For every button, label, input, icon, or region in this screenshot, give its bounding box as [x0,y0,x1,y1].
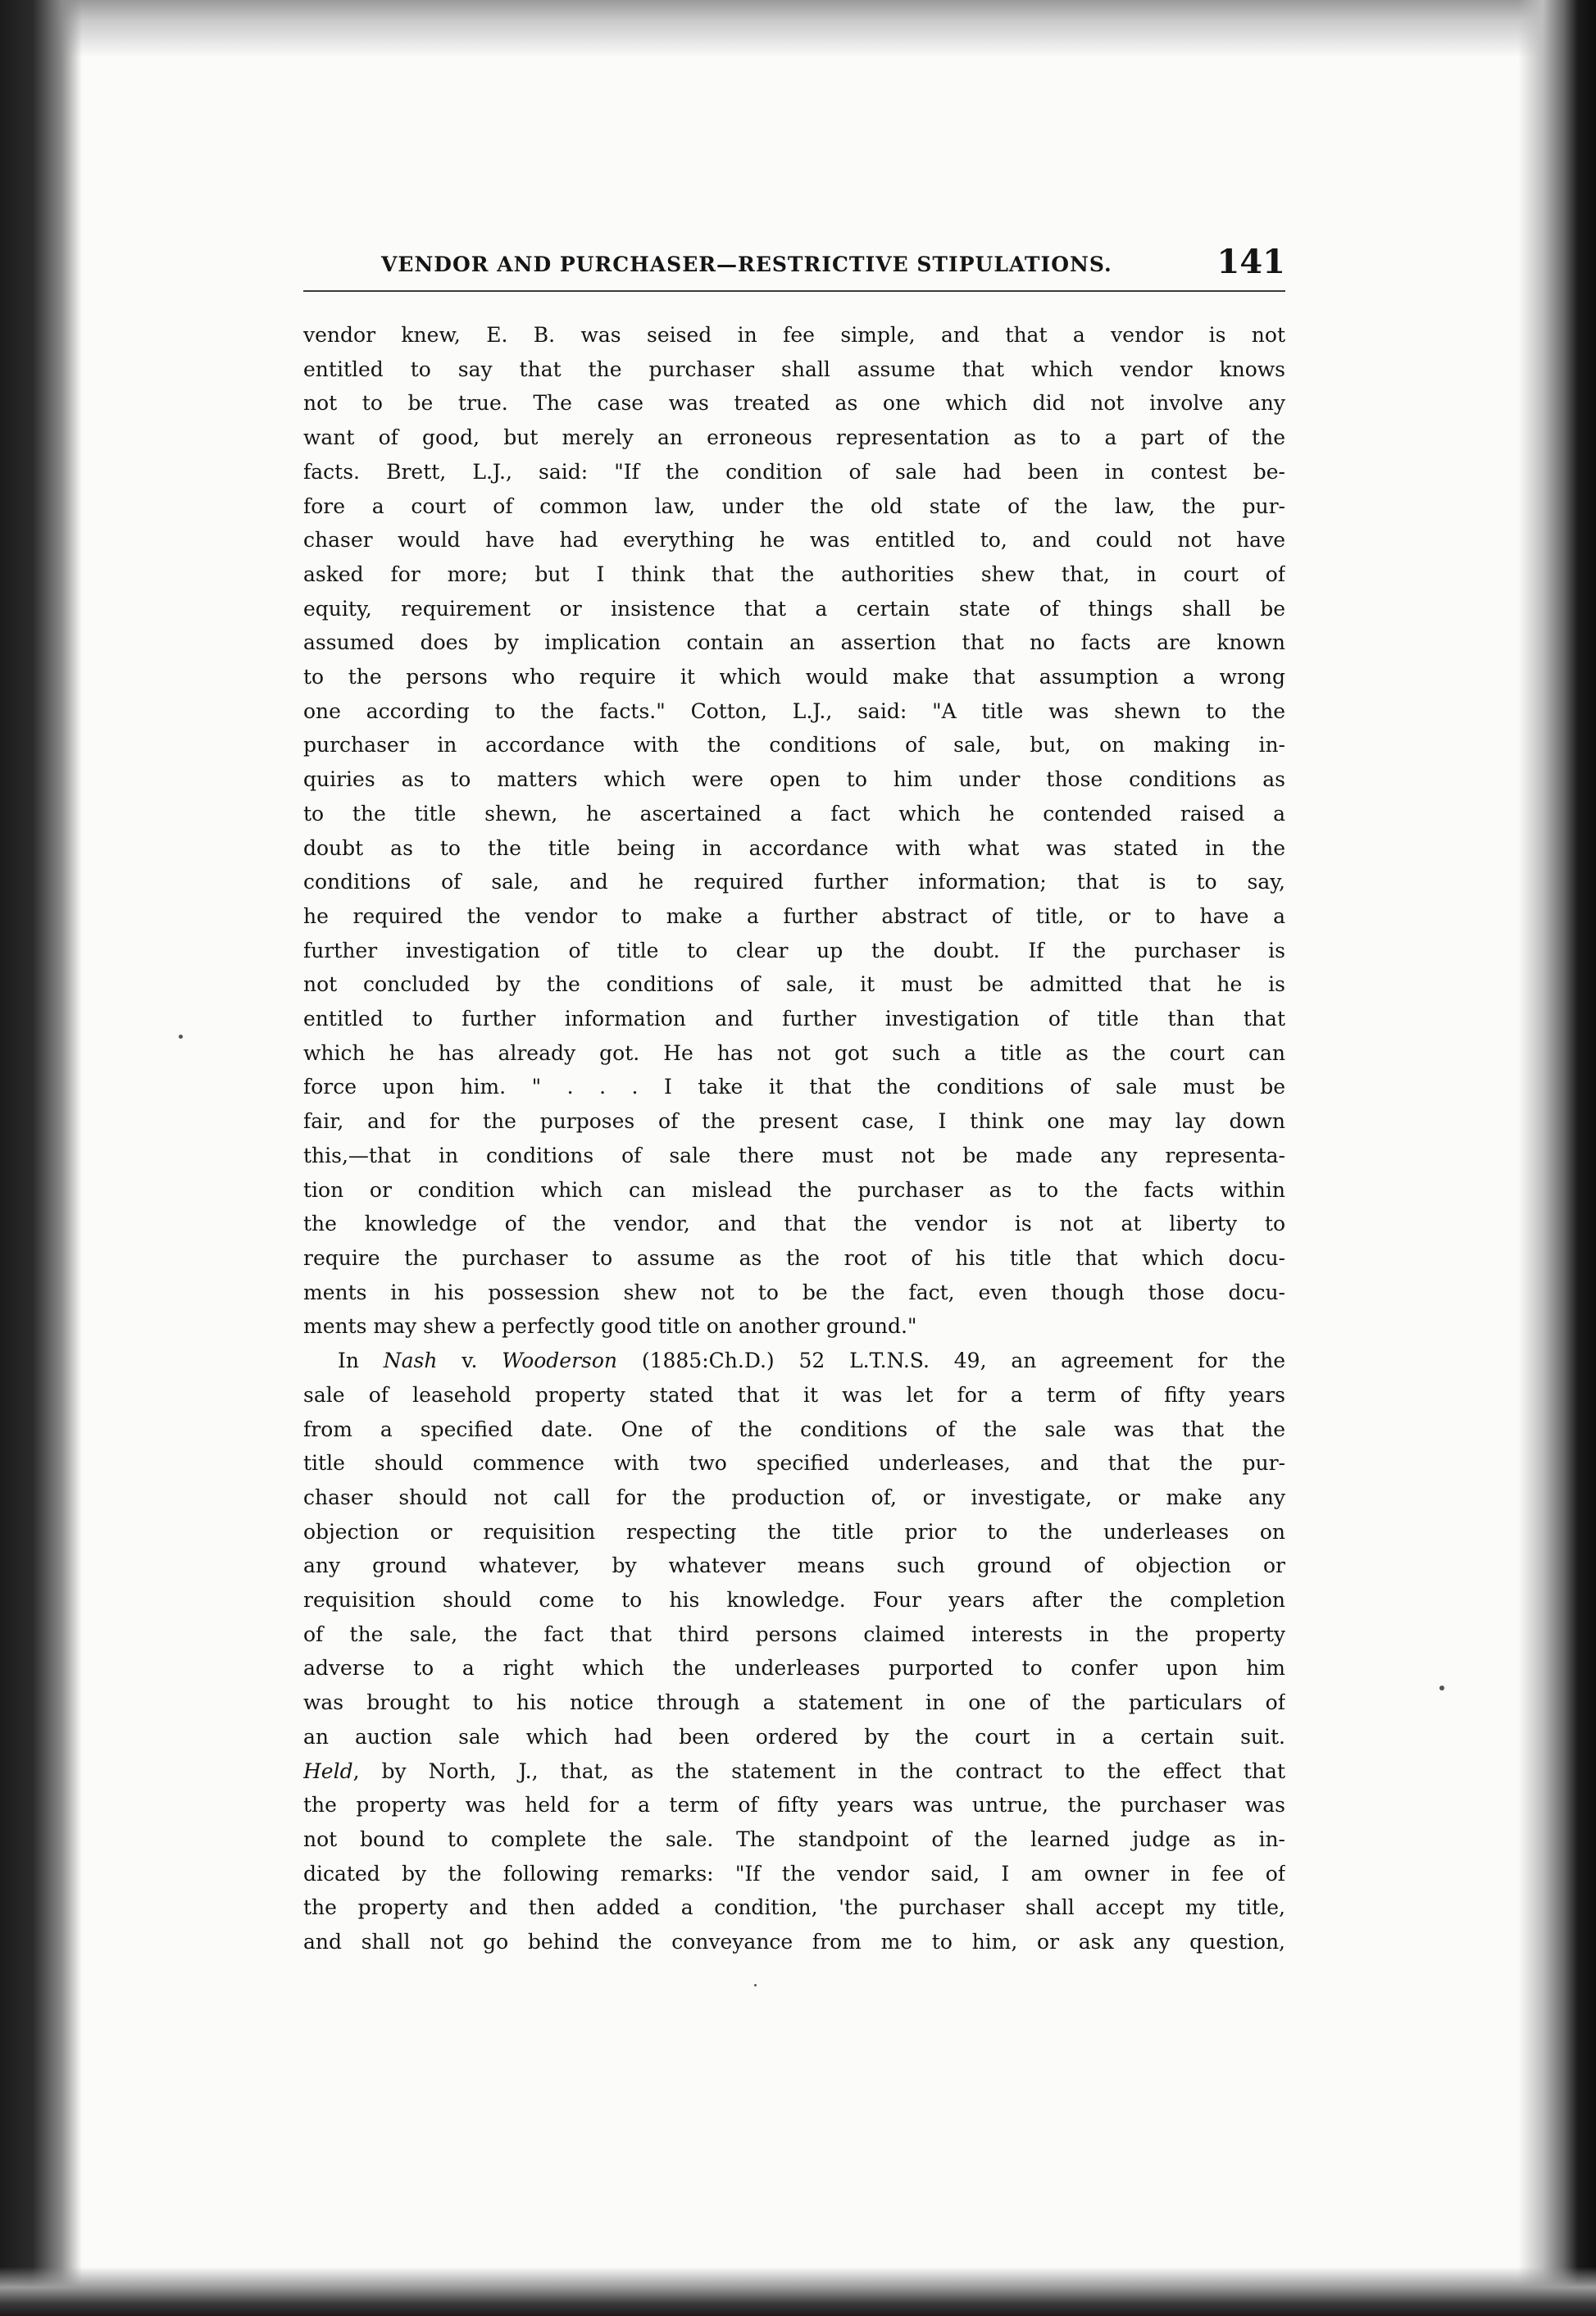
text-line [303,1754,1285,1789]
speck [179,1035,183,1039]
text-line: not concluded by the conditions of sale, it must be admitted that he is [303,972,1285,997]
paragraph-2-lines-after [303,1788,1285,1959]
text-run: , by North, J., that, as the statement in the contract to the effect that [352,1759,1285,1783]
text-line: ments in his possession shew not to be the fact, even though those docu- [303,1280,1285,1304]
text-line: chaser would have had everything he was entitled to, and could not have [303,528,1285,553]
text-line: sale of leasehold property stated that it was let for a term of fifty years [303,1382,1285,1407]
text-line: further investigation of title to clear up the doubt. If the purchaser is [303,938,1285,962]
text-line: dicated by the following remarks: "If the vendor said, I am owner in fee of [303,1861,1285,1886]
text-line: want of good, but merely an erroneous representation as to a part of the [303,425,1285,450]
text-line: asked for more; but I think that the authorities shew that, in court of [303,562,1285,586]
text-line: any ground whatever, by whatever means such ground of objection or [303,1554,1285,1578]
text-line: to the persons who require it which would make that assumption a wrong [303,665,1285,689]
running-head [303,238,1285,287]
text-line: fore a court of common law, under the old state of the law, the pur- [303,494,1285,518]
text-line: requisition should come to his knowledge. Four years after the completion [303,1588,1285,1613]
scan-edge-left [0,0,82,2316]
scan-edge-bottom [0,2267,1596,2316]
text-line: this,—that in conditions of sale there must not be made any representa- [303,1143,1285,1167]
paragraph-2 [303,1344,1285,1959]
text-line: equity, requirement or insistence that a certain state of things shall be [303,596,1285,621]
text-line: assumed does by implication contain an assertion that no facts are known [303,630,1285,655]
text-line: an auction sale which had been ordered by the court in a certain suit. [303,1724,1285,1749]
case-name: Nash [383,1349,438,1373]
text-line: vendor knew, E. B. was seised in fee simple, and that a vendor is not [303,323,1285,347]
header-rule [303,290,1285,292]
text-line: not bound to complete the sale. The standpoint of the learned judge as in- [303,1827,1285,1851]
text-line: he required the vendor to make a further abstract of title, or to have a [303,903,1285,928]
text-line: title should commence with two specified underleases, and that the pur- [303,1451,1285,1476]
text-line: from a specified date. One of the conditions of the sale was that the [303,1417,1285,1441]
held-label: Held [303,1759,353,1783]
text-line [303,1344,1285,1378]
text-line: the property was held for a term of fifty years was untrue, the purchaser was [303,1793,1285,1818]
text-line: force upon him. " . . . I take it that the conditions of sale must be [303,1075,1285,1099]
case-name: Wooderson [502,1349,618,1373]
text-run: v. [437,1349,502,1373]
text-line: entitled to say that the purchaser shall assume that which vendor knows [303,357,1285,381]
text-line: require the purchaser to assume as the root of his title that which docu- [303,1245,1285,1270]
scan-edge-right [1518,0,1596,2316]
text-line: which he has already got. He has not got such a title as the court can [303,1040,1285,1065]
text-line: and shall not go behind the conveyance from me to him, or ask any question, [303,1930,1285,1954]
text-line: the knowledge of the vendor, and that the vendor is not at liberty to [303,1212,1285,1236]
text-line: to the title shewn, he ascertained a fact which he contended raised a [303,801,1285,826]
text-line: one according to the facts." Cotton, L.J., said: "A title was shewn to the [303,698,1285,723]
text-line: chaser should not call for the production of, or investigate, or make any [303,1485,1285,1509]
text-line: not to be true. The case was treated as one which did not involve any [303,391,1285,416]
text-line: conditions of sale, and he required further information; that is to say, [303,870,1285,894]
text-line: was brought to his notice through a statement in one of the particulars of [303,1690,1285,1715]
speck [754,1984,757,1986]
book-page [303,238,1285,1959]
text-line: the property and then added a condition, 'the purchaser shall accept my title, [303,1895,1285,1920]
scan-edge-top [0,0,1596,57]
body-text [303,318,1285,1959]
text-line: purchaser in accordance with the conditions of sale, but, on making in- [303,733,1285,758]
text-line: facts. Brett, L.J., said: "If the condition of sale had been in contest be- [303,459,1285,484]
text-line: tion or condition which can mislead the purchaser as to the facts within [303,1177,1285,1202]
speck [1439,1686,1444,1690]
running-title: VENDOR AND PURCHASER—RESTRICTIVE STIPULATIONS. [381,253,1112,276]
text-line: of the sale, the fact that third persons claimed interests in the property [303,1622,1285,1646]
text-line: fair, and for the purposes of the present case, I think one may lay down [303,1109,1285,1134]
text-run: (1885:Ch.D.) 52 L.T.N.S. 49, an agreement for the [617,1349,1285,1373]
text-line: quiries as to matters which were open to him under those conditions as [303,767,1285,792]
text-line: adverse to a right which the underleases purported to confer upon him [303,1656,1285,1681]
text-line: objection or requisition respecting the title prior to the underleases on [303,1519,1285,1544]
page-number: 141 [1216,243,1285,281]
text-run: In [338,1349,384,1373]
paragraph-1 [303,318,1285,1344]
text-line: entitled to further information and further investigation of title than that [303,1007,1285,1031]
text-line: doubt as to the title being in accordance with what was stated in the [303,835,1285,860]
paragraph-2-lines [303,1378,1285,1754]
text-line: ments may shew a perfectly good title on another ground." [303,1314,917,1339]
